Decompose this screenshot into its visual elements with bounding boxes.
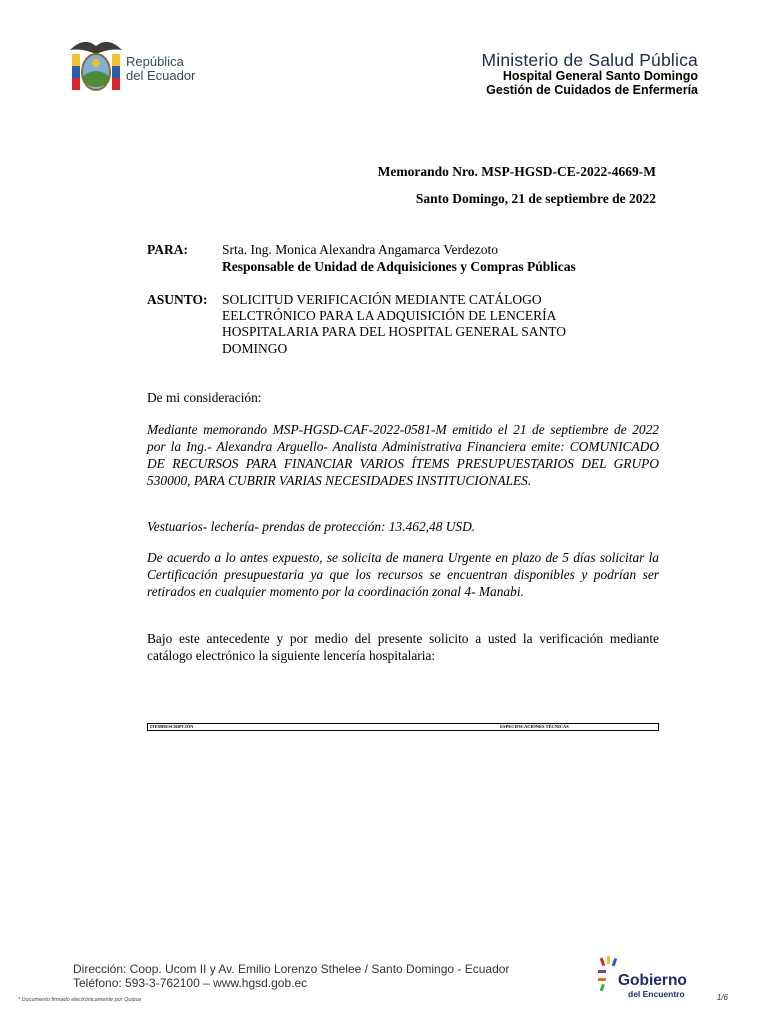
republica-ecuador-text [126, 55, 195, 83]
memo-number: Memorando Nro. MSP-HGSD-CE-2022-4669-M [377, 164, 656, 179]
paragraph-request: Bajo este antecedente y por medio del presente solicito a usted la verificación mediante catálogo electrónico la siguiente lencería hospitalaria: [147, 631, 659, 663]
footer-address: Dirección: Coop. Ucom II y Av. Emilio Lorenzo Sthelee / Santo Domingo - Ecuador [73, 962, 510, 976]
paragraph-urgent-request: De acuerdo a lo antes expuesto, se solicita de manera Urgente en plazo de 5 días solicitar la Certificación presupuestaria ya que los recursos se encuentran disponibles y podrían ser retirados en cualquier momento por la coordinación zonal 4- Manabi. [147, 550, 659, 599]
electronic-signature-note: * Documento firmado electrónicamente por Quipux [18, 997, 142, 1003]
greeting: De mi consideración: [147, 390, 262, 405]
recipient-name: Srta. Ing. Monica Alexandra Angamarca Verdezoto [222, 242, 499, 257]
table-header-item: ITEM [150, 724, 163, 729]
paragraph-memo-reference: Mediante memorando MSP-HGSD-CAF-2022-0581-M emitido el 21 de septiembre de 2022 por la Ing.- Alexandra Arguello- Analista Administrativa Financiera emite: COMUNICADO DE RECURSOS PARA FINANCIAR VARIOS ÍTEMS PRESUPUESTARIOS DEL GRUPO 530000, PARA CUBRIR VARIAS NECESIDADES INSTITUCIONALES. [147, 422, 659, 488]
country-line-2: del Ecuador [126, 68, 196, 83]
subject-text: SOLICITUD VERIFICACIÓN MEDIANTE CATÁLOGO EELCTRÓNICO PARA LA ADQUISICIÓN DE LENCERÍA HOSPITALARIA PARA DEL HOSPITAL GENERAL SANTO DOMINGO [222, 292, 566, 356]
footer-phone: Teléfono: 593-3-762100 – www.hgsd.gob.ec [73, 976, 308, 990]
table-header-description: DESCRIPCIÓN [162, 724, 194, 729]
table-header-specifications: ESPECIFICACIONES TÉCNICAS [500, 724, 569, 729]
to-label: PARA: [147, 242, 188, 257]
page-number: 1/6 [716, 993, 728, 1002]
ministry-title: Ministerio de Salud Pública [481, 50, 698, 70]
paragraph-amount: Vestuarios- lechería- prendas de protección: 13.462,48 USD. [147, 519, 476, 534]
unit-name: Gestión de Cuidados de Enfermería [486, 83, 698, 97]
hospital-name: Hospital General Santo Domingo [502, 69, 698, 83]
gobierno-logo-main: Gobierno [618, 972, 687, 989]
gobierno-logo-sub: del Encuentro [628, 989, 685, 999]
coat-of-arms-icon [66, 36, 126, 100]
memo-date: Santo Domingo, 21 de septiembre de 2022 [415, 191, 656, 206]
items-table-header [147, 723, 659, 731]
subject-label: ASUNTO: [147, 292, 208, 307]
country-line-1: República [126, 54, 184, 69]
recipient-role: Responsable de Unidad de Adquisiciones y Compras Públicas [222, 259, 576, 274]
